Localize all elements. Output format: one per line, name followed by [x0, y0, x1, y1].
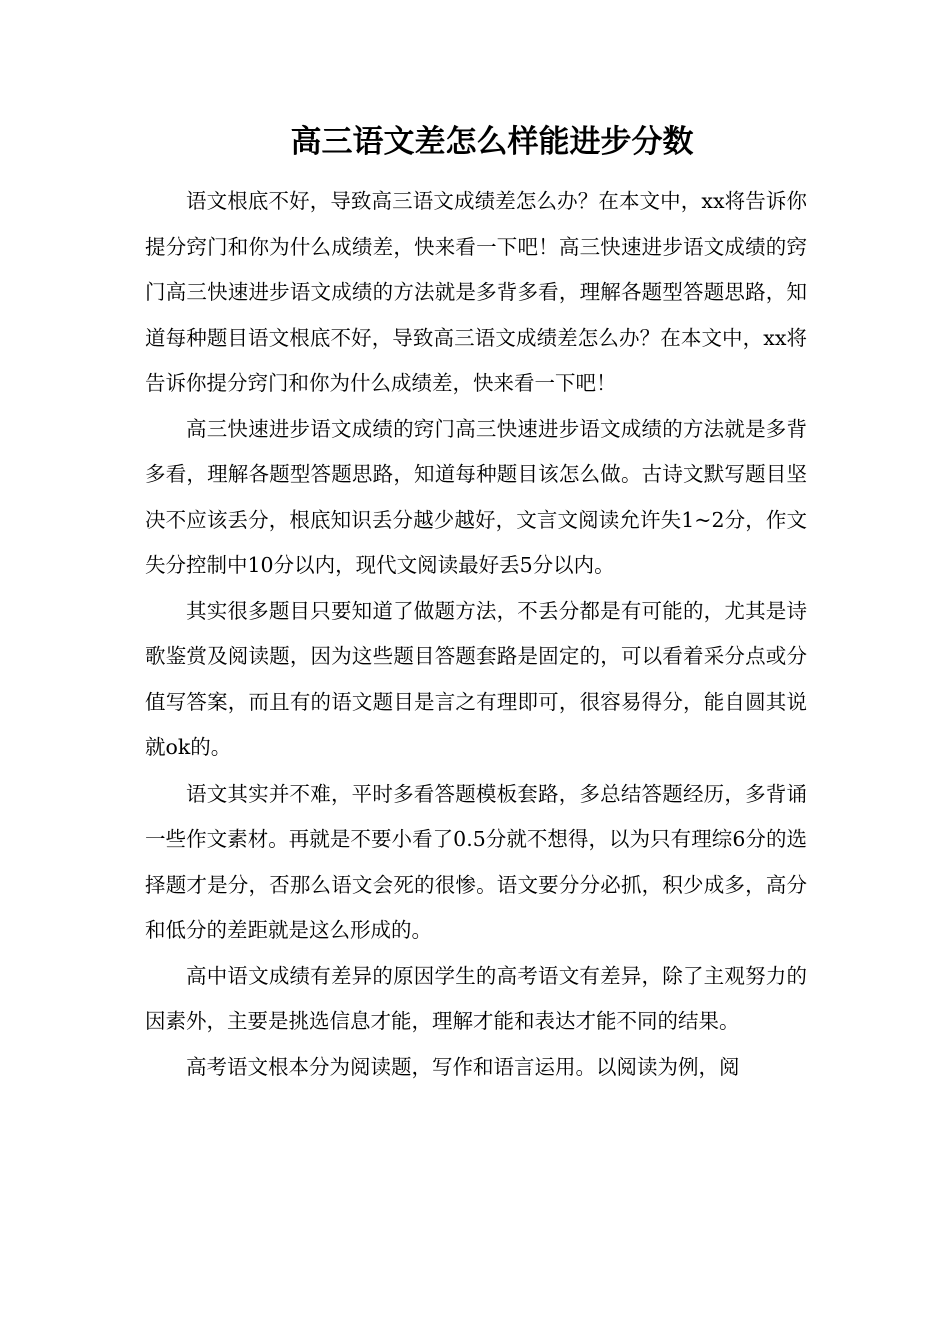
- paragraph-3: 其实很多题目只要知道了做题方法，不丢分都是有可能的，尤其是诗歌鉴赏及阅读题，因为这些题目答题套路是固定的，可以看着采分点或分值写答案，而且有的语文题目是言之有理即可，很容易得分，能自圆其说就ok的。: [145, 598, 807, 759]
- paragraph-5: 高中语文成绩有差异的原因学生的高考语文有差异，除了主观努力的因素外，主要是挑选信息才能，理解才能和表达才能不同的结果。: [145, 963, 807, 1033]
- paragraph-1: 语文根底不好，导致高三语文成绩差怎么办？在本文中，xx将告诉你提分窍门和你为什么成绩差，快来看一下吧！高三快速进步语文成绩的窍门高三快速进步语文成绩的方法就是多背多看，理解各题型答题思路，知道每种题目语文根底不好，导致高三语文成绩差怎么办？在本文中，xx将告诉你提分窍门和你为什么成绩差，快来看一下吧！: [145, 189, 807, 395]
- paragraph-4: 语文其实并不难，平时多看答题模板套路，多总结答题经历，多背诵一些作文素材。再就是不要小看了0.5分就不想得，以为只有理综6分的选择题才是分，否那么语文会死的很惨。语文要分分必抓，积少成多，高分和低分的差距就是这么形成的。: [145, 781, 807, 942]
- paragraph-2: 高三快速进步语文成绩的窍门高三快速进步语文成绩的方法就是多背多看，理解各题型答题思路，知道每种题目该怎么做。古诗文默写题目坚决不应该丢分，根底知识丢分越少越好，文言文阅读允许失1~2分，作文失分控制中10分以内，现代文阅读最好丢5分以内。: [145, 416, 807, 577]
- document-body: [145, 179, 807, 1090]
- paragraph-6: 高考语文根本分为阅读题，写作和语言运用。以阅读为例，阅: [186, 1054, 740, 1079]
- document-title: 高三语文差怎么样能进步分数: [290, 124, 694, 160]
